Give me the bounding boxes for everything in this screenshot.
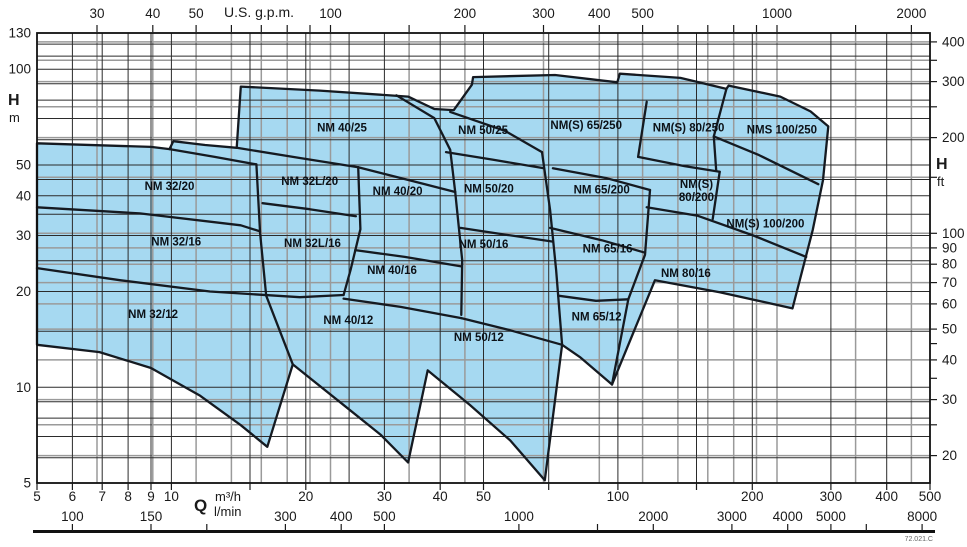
svg-text:100: 100 (8, 61, 31, 77)
svg-text:2000: 2000 (896, 6, 927, 21)
svg-text:400: 400 (329, 509, 353, 524)
svg-text:200: 200 (741, 489, 764, 504)
top-axis-gpm (89, 6, 926, 32)
svg-text:100: 100 (606, 489, 630, 504)
top-axis-unit-label: U.S. g.p.m. (224, 4, 295, 20)
svg-text:30: 30 (942, 392, 958, 408)
svg-text:40: 40 (145, 6, 161, 21)
svg-text:5000: 5000 (815, 509, 846, 524)
svg-text:40: 40 (432, 489, 448, 504)
pump-region-label: NM(S) 65/250 (550, 120, 622, 132)
pump-region-label: NM 65/16 (582, 243, 633, 256)
svg-text:1000: 1000 (761, 6, 793, 21)
svg-text:400: 400 (588, 6, 611, 21)
svg-text:500: 500 (373, 509, 396, 524)
svg-text:90: 90 (942, 240, 958, 256)
svg-text:10: 10 (163, 489, 179, 504)
svg-text:200: 200 (942, 130, 965, 146)
svg-text:130: 130 (8, 25, 31, 41)
svg-text:9: 9 (147, 489, 155, 504)
svg-text:70: 70 (942, 275, 958, 291)
svg-text:300: 300 (274, 509, 297, 524)
svg-text:40: 40 (942, 352, 958, 368)
svg-text:100: 100 (319, 6, 342, 21)
bottom-axis-m3h (33, 483, 941, 504)
pump-region-label: 80/200 (678, 191, 715, 204)
pump-region-label: NM 40/12 (323, 314, 374, 327)
pump-region-label: NM 50/12 (453, 331, 504, 344)
pump-region-label: NM 40/25 (317, 122, 367, 135)
svg-text:400: 400 (875, 489, 898, 504)
svg-text:5: 5 (23, 475, 31, 491)
pump-region-label: NM(S) (679, 178, 714, 191)
pump-region-label: NMS 100/250 (746, 124, 818, 137)
svg-text:500: 500 (918, 489, 942, 504)
svg-text:80: 80 (942, 256, 958, 272)
svg-text:20: 20 (298, 489, 314, 504)
svg-text:20: 20 (942, 448, 958, 464)
svg-text:3000: 3000 (716, 509, 747, 524)
pump-region-label: NM 40/20 (372, 186, 423, 198)
left-axis-head-symbol: H (8, 92, 20, 109)
svg-text:10: 10 (15, 379, 31, 395)
drawing-number: 72.021.C (904, 536, 933, 543)
svg-text:30: 30 (15, 228, 31, 243)
pump-region-label: NM 50/25 (458, 125, 509, 138)
bottom-axis-lmin (33, 509, 937, 532)
svg-text:4000: 4000 (772, 509, 803, 524)
svg-text:50: 50 (15, 157, 31, 173)
svg-text:1000: 1000 (503, 509, 534, 524)
pump-region-label: NM 65/200 (573, 184, 630, 197)
pump-region-label: NM 32/16 (151, 236, 202, 249)
right-axis-ft (930, 34, 965, 463)
bottom-axis-flow-symbol: Q (194, 496, 208, 515)
svg-text:8000: 8000 (907, 509, 938, 524)
pump-region-label: NM 65/12 (571, 311, 622, 324)
pump-region-label: NM 40/16 (367, 264, 417, 277)
svg-text:50: 50 (188, 6, 204, 21)
pump-region-label: NM 32L/16 (284, 238, 341, 251)
svg-text:50: 50 (942, 321, 958, 337)
pump-region-label: NM(S) 100/200 (726, 218, 805, 231)
svg-text:300: 300 (532, 6, 555, 21)
svg-text:40: 40 (15, 188, 31, 204)
svg-text:50: 50 (475, 489, 492, 504)
svg-text:500: 500 (631, 6, 654, 21)
pump-region-label: NM 80/16 (660, 267, 711, 280)
svg-text:200: 200 (453, 6, 477, 21)
svg-text:400: 400 (942, 34, 965, 50)
svg-text:150: 150 (139, 509, 163, 524)
pump-region-label: NM 32/20 (144, 181, 195, 194)
svg-text:60: 60 (942, 296, 958, 312)
svg-text:6: 6 (68, 489, 77, 504)
svg-text:300: 300 (942, 74, 965, 90)
svg-text:300: 300 (819, 489, 843, 504)
right-axis-head-symbol: H (936, 156, 948, 173)
pump-region-label: NM 50/20 (463, 183, 514, 196)
right-axis-unit-ft: ft (937, 174, 945, 189)
pump-region-label: NM 32/12 (128, 309, 179, 321)
svg-text:8: 8 (124, 489, 132, 504)
svg-text:5: 5 (33, 489, 41, 504)
svg-text:30: 30 (376, 489, 392, 504)
bottom-axis-unit-m3h: m³/h (215, 489, 241, 504)
pump-region-label: NM(S) 80/250 (652, 122, 725, 135)
svg-text:30: 30 (89, 6, 105, 21)
svg-text:7: 7 (98, 489, 106, 504)
pump-region-label: NM 32L/20 (281, 175, 339, 188)
svg-text:100: 100 (942, 225, 965, 241)
svg-text:20: 20 (15, 284, 31, 299)
pump-region-label: NM 50/16 (458, 239, 509, 252)
svg-text:2000: 2000 (638, 509, 669, 524)
svg-text:100: 100 (61, 509, 84, 524)
bottom-axis-unit-lmin: l/min (214, 504, 242, 519)
left-axis-unit-m: m (9, 110, 20, 125)
